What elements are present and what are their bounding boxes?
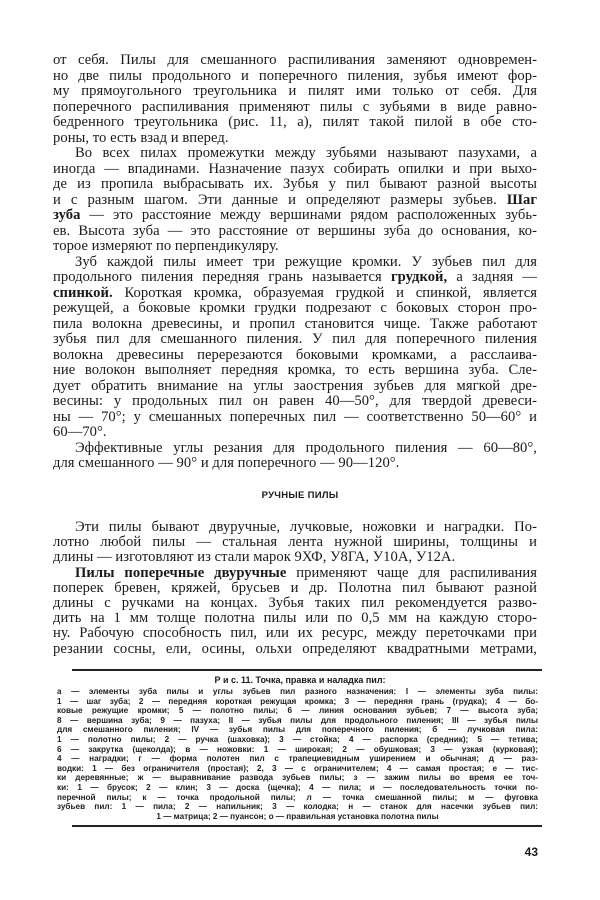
caption-line: 8 — вершина зуба; 9 — пазуха; II — зубья пилы для продольного пиления; III — зубья пилы — [57, 715, 538, 725]
text-line — [53, 114, 537, 130]
text-line — [53, 300, 537, 316]
text-segment: и с разным шагом. Эти данные и определяют размеры зубьев. — [53, 191, 507, 208]
bold-term: спинкой. — [53, 284, 113, 301]
text-segment: дить на 1 мм толще полотна пилы или по 0,5 мм на каждую сторо- — [53, 610, 537, 627]
text-segment: зубья пил для смешанного пиления. У пил для поперечного пиления — [53, 331, 537, 347]
text-segment: Зуб каждой пилы имеет три режущие кромки. У зубьев пил для — [75, 253, 537, 270]
text-segment: ны — 70°; у смешанных поперечных пил — соответственно 50—60° и — [53, 408, 537, 425]
text-line — [53, 316, 537, 332]
text-line — [53, 641, 537, 657]
text-segment: поперек бревен, кряжей, брусьев и др. Полотна пил бывают разной — [53, 579, 537, 596]
text-line — [53, 625, 537, 641]
text-line — [53, 285, 537, 301]
text-line — [53, 269, 537, 285]
text-segment: де из пропила выбрасывать их. Зубья у пил бывают разной высоты — [53, 176, 537, 192]
caption-line: 1 — полотно пилы; 2 — ручка (шаховка); 3 — стойка; 4 — распорка (средник); 5 — тетива; — [57, 735, 538, 744]
text-line — [75, 565, 537, 581]
text-segment: 60—70°. — [53, 424, 107, 440]
caption-line: 1 — матрица; 2 — пуансон; о — правильная установка полотна пилы — [156, 811, 439, 821]
bold-term: Шаг — [506, 191, 537, 208]
text-line — [53, 595, 537, 611]
section-heading: РУЧНЫЕ ПИЛЫ — [261, 490, 339, 501]
text-line — [53, 176, 537, 192]
text-segment: торое измеряют по перпендикуляру. — [53, 238, 279, 254]
caption-top-rule — [72, 669, 542, 671]
text-line — [75, 440, 537, 456]
text-segment: — это расстояние между вершинами рядом расположенных зубь- — [80, 207, 537, 223]
text-line — [53, 192, 537, 208]
text-segment: пила волокна древесины, и пропил становится чище. Также работают — [53, 315, 537, 332]
text-line — [53, 99, 537, 115]
text-line — [53, 549, 537, 565]
text-line — [53, 331, 537, 347]
text-segment: Эти пилы бывают двуручные, лучковые, ножовки и наградки. По- — [75, 519, 537, 535]
caption-line: для смешанного пиления; IV — зубья пилы для поперечного пиления; б — лучковая пила: — [57, 725, 538, 735]
text-line — [53, 362, 537, 378]
text-line — [53, 424, 537, 440]
text-line — [75, 519, 537, 535]
caption-line: водки: 1 — без ограничителя (простая); 2, 3 — с ограничителем; 4 — самая простая; е — тис- — [57, 763, 538, 773]
text-segment: весины: у продольных пил он равен 40—50°, для твердой древеси- — [53, 393, 537, 409]
text-line — [53, 223, 537, 239]
text-segment: волокна древесины перерезаются боковыми кромками, а расслаива- — [53, 346, 537, 363]
bold-term: грудкой, — [390, 269, 448, 285]
text-line — [53, 347, 537, 363]
text-line — [53, 207, 537, 223]
text-line — [53, 130, 537, 146]
text-segment: поперечного распиливания применяют пилы с зубьями в виде равно- — [53, 98, 537, 115]
text-segment: а задняя — — [447, 269, 537, 285]
text-line — [53, 580, 537, 596]
caption-line: 1 — шаг зуба; 2 — передняя короткая режущая кромка; 3 — передняя грань (грудка); 4 — бо- — [57, 696, 538, 706]
text-line — [53, 238, 537, 254]
text-segment: продольного пиления передняя грань называется — [53, 269, 391, 285]
caption-line: зубьев пил: 1 — пила; 2 — напильник; 3 — колодка; н — станок для насечки зубьев пил: — [57, 802, 538, 812]
text-segment: длины — изготовляют из стали марок 9ХФ, У8ГА, У10А, У12А. — [53, 549, 456, 566]
text-segment: дует обратить внимание на углы заострения зубьев для мягкой дре- — [53, 377, 537, 394]
caption-line: ковые режущие кромки; 5 — полотно пилы; 6 — линия основания зубьев; 7 — высота зуба; — [57, 706, 538, 716]
text-line — [53, 455, 537, 471]
text-line — [53, 378, 537, 394]
text-line — [53, 393, 537, 409]
bold-term: зуба — [53, 207, 81, 223]
text-segment: бедренного треугольника (рис. 11, а), пилят такой пилой в обе сто- — [53, 114, 537, 130]
caption-line: перечной пилы; к — точка продольной пилы; л — точка смешанной пилы; м — фуговка — [57, 792, 538, 802]
text-segment: лотно любой пилы — стальная лента нужной ширины, толщины и — [53, 534, 537, 551]
text-segment: для смешанного — 90° и для поперечного — 90—120°. — [53, 455, 400, 471]
text-segment: от себя. Пилы для смешанного распиливания заменяют одновремен- — [53, 52, 537, 68]
text-segment: режущей, а боковые кромки грудки подрезают с боковых сторон про- — [53, 300, 537, 316]
text-line — [53, 52, 537, 68]
text-segment: Эффективные углы резания для продольного пиления — 60—80°, — [75, 439, 537, 456]
text-line — [53, 83, 537, 99]
page-number: 43 — [524, 845, 538, 859]
text-segment: длины с ручками на концах. Зубья таких пил рекомендуется разво- — [53, 595, 537, 611]
text-segment: иногда — впадинами. Назначение пазух собирать опилки и при выхо- — [53, 160, 537, 177]
caption-line: а — элементы зуба пилы и углы зубьев пил разного назначения: I — элементы зуба пилы: — [57, 687, 538, 696]
text-line — [53, 610, 537, 626]
text-segment: Во всех пилах промежутки между зубьями называют пазухами, а — [75, 145, 537, 161]
text-line — [75, 254, 537, 270]
text-segment: ние волокон выполняет передняя кромка, то есть вершина зуба. Сле- — [53, 362, 537, 378]
text-line — [53, 409, 537, 425]
caption-line: ки деревянные; ж — выравнивание развода зубьев пилы; з — зажим пилы во время ее точ- — [57, 773, 538, 783]
caption-line: 6 — закрутка (щеколда); в — ножовки: 1 — широкая; 2 — обушковая; 3 — узкая (курковая); — [57, 744, 538, 754]
text-segment: применяют чаще для распиливания — [286, 564, 537, 581]
text-line — [53, 534, 537, 550]
text-segment: му прямоугольного треугольника и пилят ими только от себя. Для — [53, 83, 537, 99]
figure-caption-title: Р и с. 11. Точка, правка и наладка пил: — [214, 675, 386, 685]
text-segment: роны, то есть взад и вперед. — [53, 129, 229, 146]
caption-line: ки: 1 — брусок; 2 — клин; 3 — доска (щечка); 4 — пила; и — последовательность точки по- — [57, 783, 538, 792]
caption-line: 4 — наградки; г — форма полотен пил с трапециевидным уширением и обычная; д — раз- — [57, 754, 538, 764]
bold-term: Пилы поперечные двуручные — [75, 564, 287, 581]
text-line — [53, 68, 537, 84]
text-segment: резании сосны, ели, осины, ольхи определяют квадратными метрами, — [53, 640, 537, 657]
text-segment: ев. Высота зуба — это расстояние от вершины зуба до основания, ко- — [53, 222, 537, 239]
text-line — [53, 161, 537, 177]
text-segment: ну. Рабочую способность пил, или их ресурс, между переточками при — [53, 625, 537, 642]
text-line — [75, 145, 537, 161]
text-segment: Короткая кромка, образуемая грудкой и спинкой, является — [112, 284, 537, 301]
text-segment: но две пилы продольного и поперечного пиления, зубья имеют фор- — [53, 67, 537, 84]
caption-bottom-rule — [72, 825, 542, 827]
